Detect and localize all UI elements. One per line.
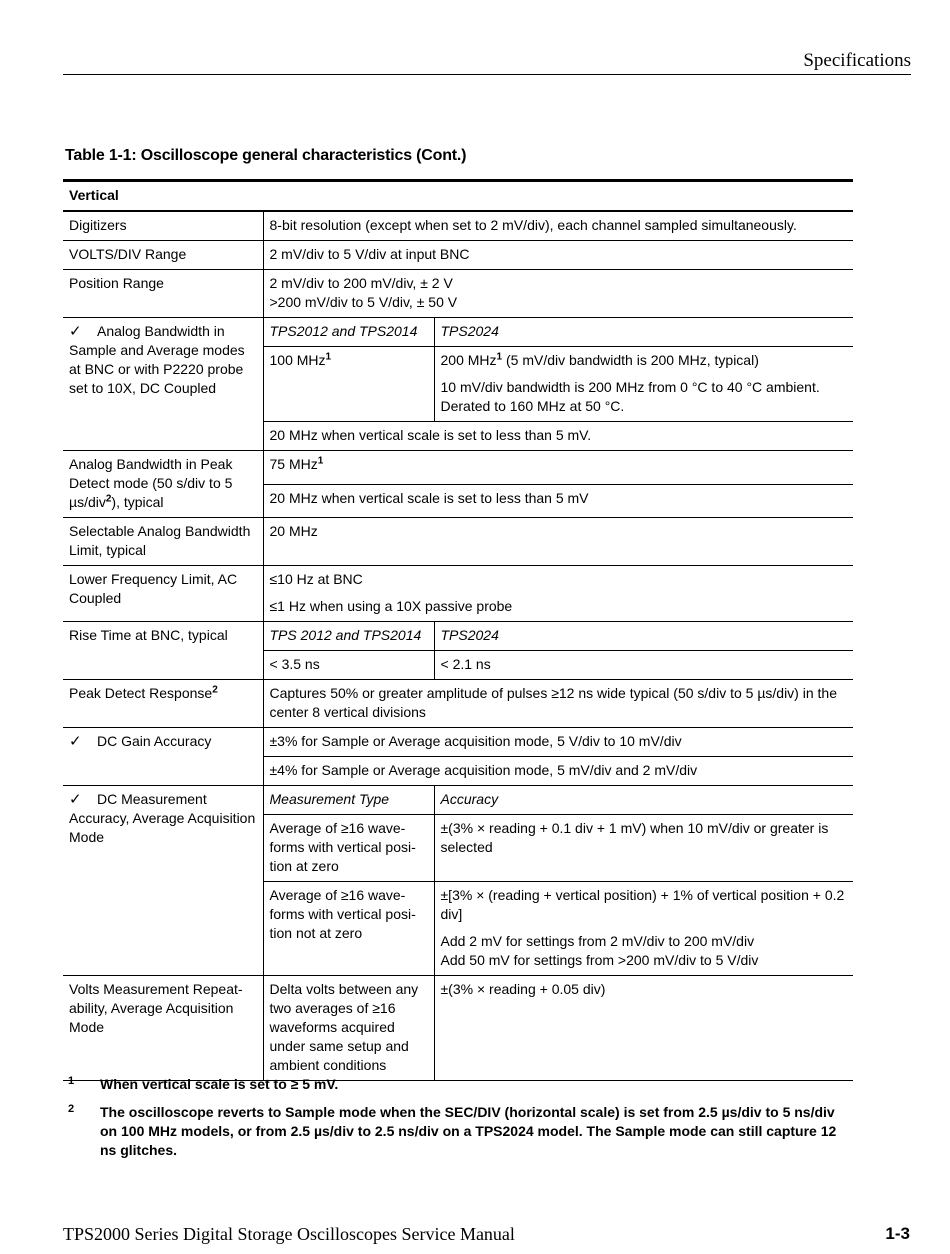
row-value: 75 MHz$^1$ xyxy=(263,451,853,485)
table-row xyxy=(63,518,853,566)
col-header: Measurement Type xyxy=(263,786,434,815)
table-row xyxy=(63,451,853,485)
row-value: 8-bit resolution (except when set to 2 mV/div), each channel sampled simultaneously. xyxy=(263,211,853,241)
row-value: 20 MHz xyxy=(263,518,853,566)
table-row xyxy=(63,211,853,241)
footnote: 1 When vertical scale is set to ≥ 5 mV. xyxy=(68,1075,339,1092)
footnote: 2 The oscilloscope reverts to Sample mode when the SEC/DIV (horizontal scale) is set from 2.5 µs/div to 5 ns/div on 100 MHz models, or from 2.5 µs/div to 2.5 ns/div on a TPS2024 model. The Sample mode can still capture 12 ns glitches. xyxy=(68,1103,837,1158)
table-row xyxy=(63,566,853,622)
row-label: Digitizers xyxy=(63,211,263,241)
row-value: 2 mV/div to 5 V/div at input BNC xyxy=(263,241,853,270)
row-label: Volts Measurement Repeat-ability, Average Acquisition Mode xyxy=(63,976,263,1081)
row-value: ±3% for Sample or Average acquisition mode, 5 V/div to 10 mV/div xyxy=(263,728,853,757)
table-row xyxy=(63,241,853,270)
row-value: ±[3% × (reading + vertical position) + 1% of vertical position + 0.2 div] Add 2 mV for settings from 2 mV/div to 200 mV/div Add 50 mV for settings from >200 mV/div to 5 V/div xyxy=(434,882,853,976)
table-caption: Table 1-1: Oscilloscope general characteristics (Cont.) xyxy=(65,147,467,164)
col-header: TPS2012 and TPS2014 xyxy=(263,318,434,347)
col-header: TPS 2012 and TPS2014 xyxy=(263,622,434,651)
table-row xyxy=(63,728,853,757)
row-value: Captures 50% or greater amplitude of pulses ≥12 ns wide typical (50 s/div to 5 µs/div) in the center 8 vertical divisions xyxy=(263,680,853,728)
row-label: Peak Detect Response$^2$ xyxy=(63,680,263,728)
row-value: 100 MHz$^1$ xyxy=(263,347,434,422)
checked-spec-icon: ✓ xyxy=(69,733,82,750)
row-label: Analog Bandwidth in Peak Detect mode (50 s/div to 5 µs/div$^2$), typical xyxy=(63,451,263,518)
table-row xyxy=(63,786,853,815)
row-value: < 3.5 ns xyxy=(263,651,434,680)
row-label: ✓ DC Measurement Accuracy, Average Acquisition Mode xyxy=(63,786,263,976)
row-label: ✓ Analog Bandwidth in Sample and Average modes at BNC or with P2220 probe set to 10X, DC Coupled xyxy=(63,318,263,451)
row-value: Delta volts between any two averages of ≥16 waveforms acquired under same setup and ambient conditions xyxy=(263,976,434,1081)
row-value: 200 MHz$^1$ (5 mV/div bandwidth is 200 MHz, typical) 10 mV/div bandwidth is 200 MHz from 0 °C to 40 °C ambient. Derated to 160 MHz at 50 °C. xyxy=(434,347,853,422)
table-row xyxy=(63,680,853,728)
checked-spec-icon: ✓ xyxy=(69,323,82,340)
col-header: TPS2024 xyxy=(434,318,853,347)
table-group-header xyxy=(63,181,853,212)
table-row xyxy=(63,976,853,1081)
value-line: >200 mV/div to 5 V/div, ± 50 V xyxy=(269,294,458,310)
spec-table xyxy=(63,179,853,1081)
row-label: Position Range xyxy=(63,270,263,318)
row-value: < 2.1 ns xyxy=(434,651,853,680)
row-value: ±(3% × reading + 0.05 div) xyxy=(434,976,853,1081)
page-header xyxy=(63,48,911,75)
table-row xyxy=(63,270,853,318)
table-row xyxy=(63,318,853,347)
page-number: 1-3 xyxy=(885,1224,910,1243)
table-row xyxy=(63,622,853,651)
value-line: 2 mV/div to 200 mV/div, ± 2 V xyxy=(269,275,453,291)
row-value: Average of ≥16 wave-forms with vertical posi-tion not at zero xyxy=(263,882,434,976)
group-title: Vertical xyxy=(63,181,853,212)
footer-title: TPS2000 Series Digital Storage Oscilloscopes Service Manual xyxy=(63,1224,515,1244)
row-value: ≤10 Hz at BNC ≤1 Hz when using a 10X passive probe xyxy=(263,566,853,622)
row-value: 20 MHz when vertical scale is set to less than 5 mV xyxy=(263,484,853,518)
row-value: Average of ≥16 wave-forms with vertical posi-tion at zero xyxy=(263,815,434,882)
row-value xyxy=(263,270,853,318)
row-label: Selectable Analog Bandwidth Limit, typical xyxy=(63,518,263,566)
row-label: VOLTS/DIV Range xyxy=(63,241,263,270)
section-title: Specifications xyxy=(803,50,911,71)
row-label: Lower Frequency Limit, AC Coupled xyxy=(63,566,263,622)
col-header: Accuracy xyxy=(434,786,853,815)
row-label: ✓ DC Gain Accuracy xyxy=(63,728,263,786)
checked-spec-icon: ✓ xyxy=(69,791,82,808)
row-value: 20 MHz when vertical scale is set to less than 5 mV. xyxy=(263,422,853,451)
row-value: ±(3% × reading + 0.1 div + 1 mV) when 10 mV/div or greater is selected xyxy=(434,815,853,882)
row-label: Rise Time at BNC, typical xyxy=(63,622,263,680)
row-value: ±4% for Sample or Average acquisition mode, 5 mV/div and 2 mV/div xyxy=(263,757,853,786)
col-header: TPS2024 xyxy=(434,622,853,651)
